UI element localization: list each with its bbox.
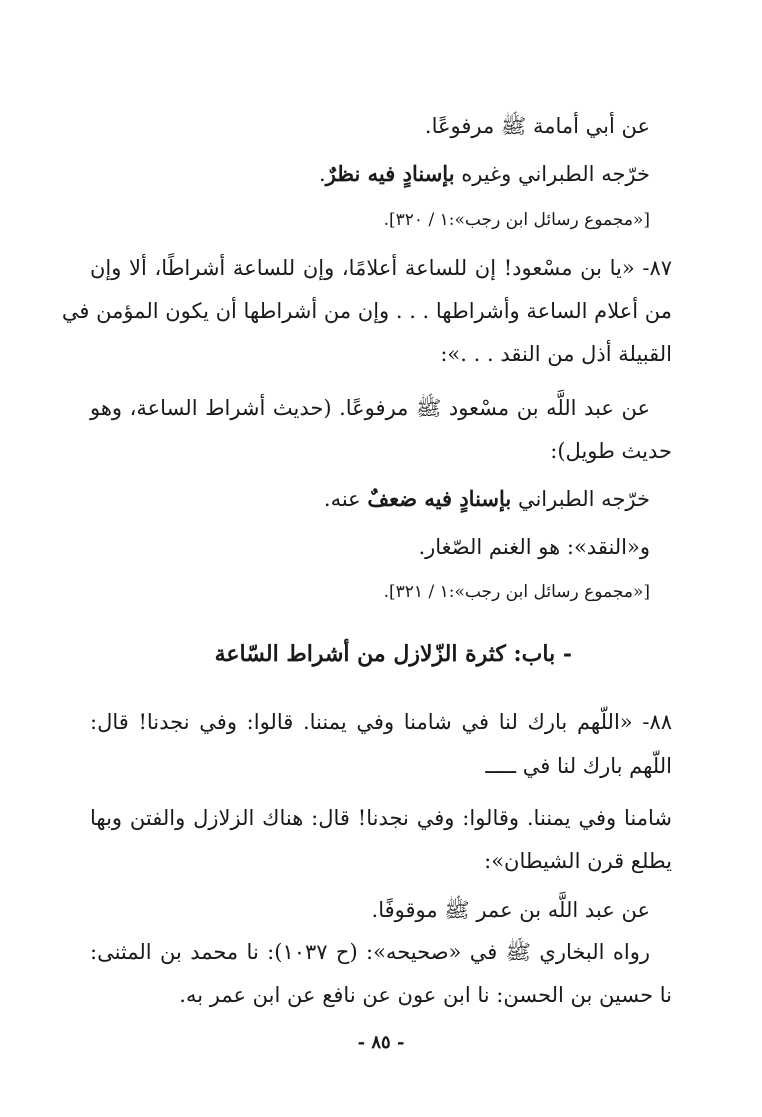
hadith-text-line: ٨٨- «اللّهم بارك لنا في شامنا وفي يمننا. قالوا: وفي نجدنا! قال: [90, 710, 672, 734]
text-line: عن أبي أمامة ﷺ مرفوعًا. [424, 114, 650, 138]
text-line [90, 159, 650, 189]
text-line: عن عبد اللَّه بن مسْعود ﷺ مرفوعًا. (حديث أشراط الساعة، وهو [90, 396, 650, 420]
text-line [90, 484, 650, 514]
line-text: عنه. [323, 487, 368, 511]
text-line: حديث طويل): [550, 439, 672, 463]
text-line: عن عبد اللَّه بن عمر ﷺ موقوفًا. [371, 898, 650, 922]
hadith-text-line: ٨٧- «يا بن مسْعود! إن للساعة أعلامًا، وإن للساعة أشراطًا، ألا وإن [90, 256, 672, 280]
hadith-text-line: يطلع قرن الشيطان»: [484, 849, 672, 873]
text-line: رواه البخاري ﷺ في «صحيحه»: (ح ١٠٣٧): نا محمد بن المثنى: [90, 940, 650, 964]
page-number: - ٨٥ - [357, 1032, 405, 1053]
source-reference: [«مجموع رسائل ابن رجب»:١ / ٣٢١]. [383, 582, 650, 602]
text-line: نا حسين بن الحسن: نا ابن عون عن نافع عن ابن عمر به. [179, 983, 672, 1007]
text-line: و«النقد»: هو الغنم الصّغار. [418, 535, 650, 559]
hadith-text-line: اللّهم بارك لنا في ـــــ [485, 754, 672, 778]
hadith-text-line: شامنا وفي يمننا. وقالوا: وفي نجدنا! قال: هناك الزلازل والفتن وبها [90, 806, 672, 830]
bold-phrase: بإسنادٍ فيه ضعفٌ [367, 486, 512, 511]
hadith-text-line: القبيلة أذل من النقد . . .»: [440, 342, 672, 366]
line-text: خرّجه الطبراني وغيره [454, 162, 650, 186]
bold-phrase: بإسنادٍ فيه نظرٌ [325, 161, 455, 186]
section-heading: - باب: كثرة الزّلازل من أشراط السّاعة [214, 641, 572, 667]
line-text: خرّجه الطبراني [511, 487, 650, 511]
line-text: . [319, 162, 326, 186]
hadith-text-line: من أعلام الساعة وأشراطها . . . وإن من أشراطها أن يكون المؤمن في [61, 299, 672, 323]
source-reference: [«مجموع رسائل ابن رجب»:١ / ٣٢٠]. [383, 210, 650, 230]
